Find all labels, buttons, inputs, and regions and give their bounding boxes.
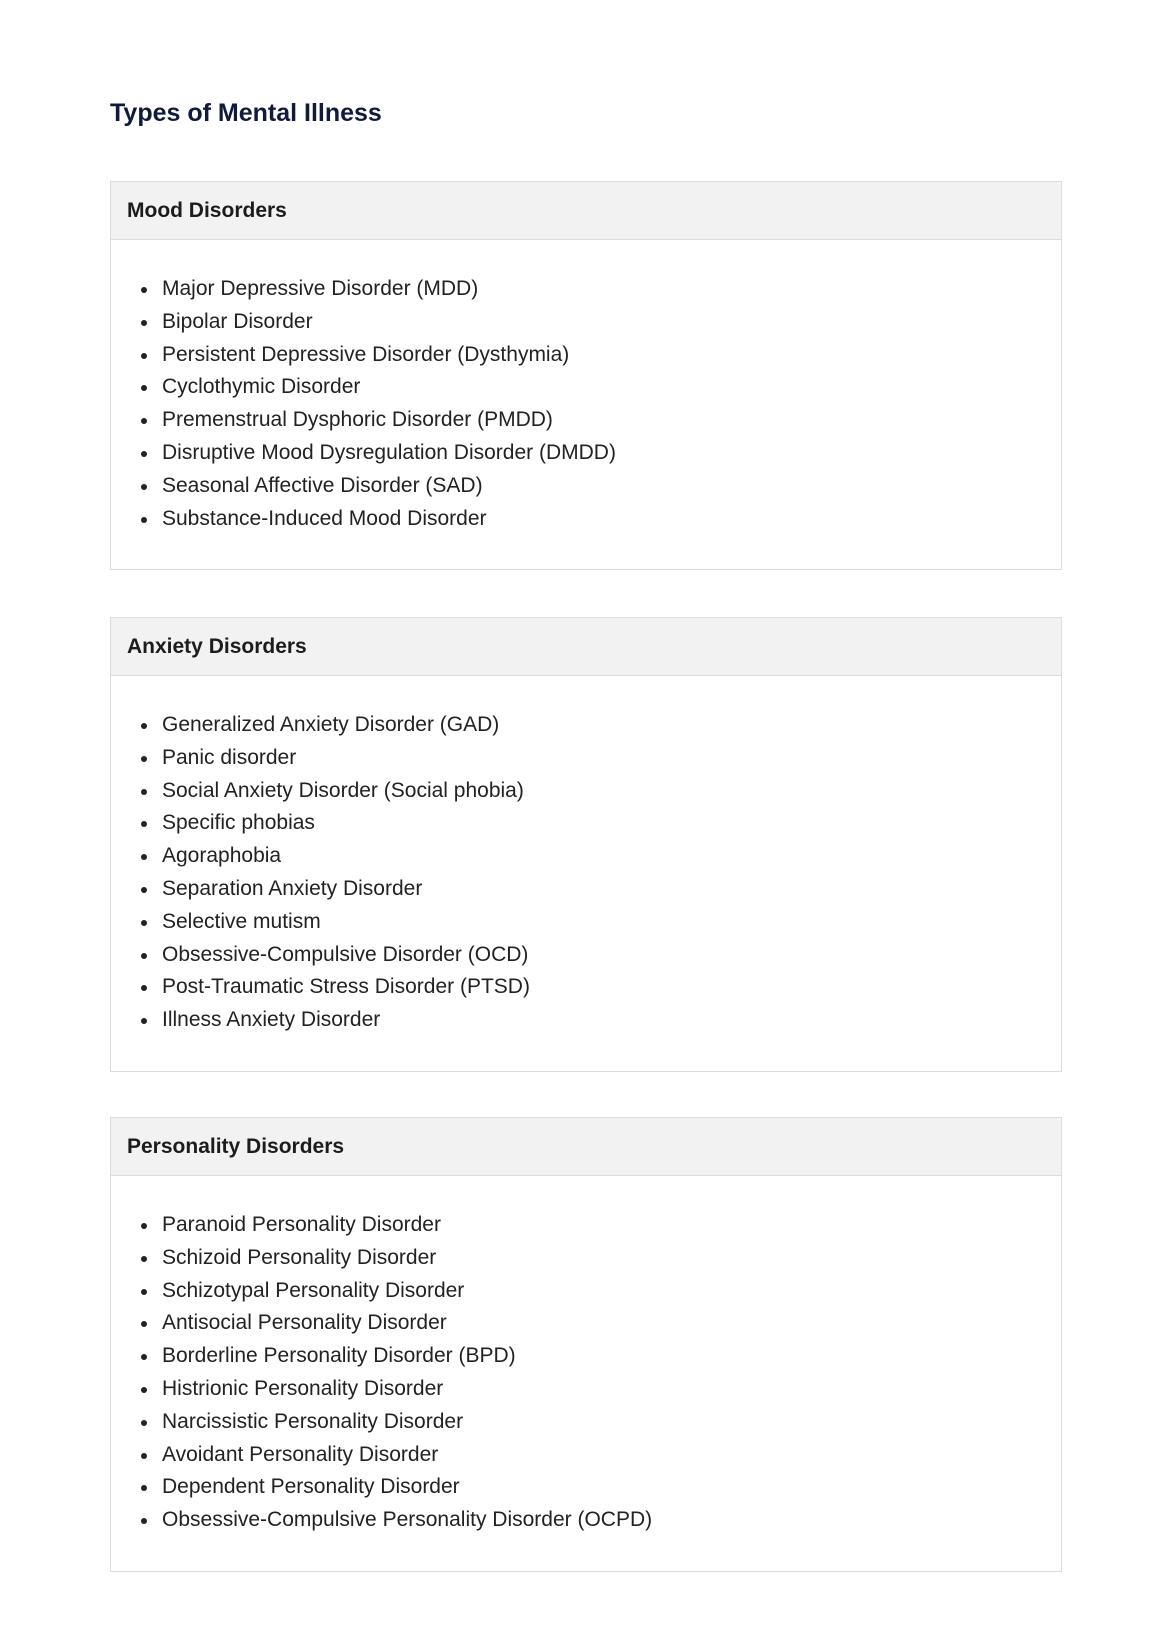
list-item: Specific phobias bbox=[162, 807, 1061, 840]
section-heading: Anxiety Disorders bbox=[111, 618, 1061, 676]
list-item: Borderline Personality Disorder (BPD) bbox=[162, 1340, 1061, 1373]
list-item: Generalized Anxiety Disorder (GAD) bbox=[162, 709, 1061, 742]
list-item: Substance-Induced Mood Disorder bbox=[162, 503, 1061, 536]
list-item: Dependent Personality Disorder bbox=[162, 1471, 1061, 1504]
section-anxiety-disorders bbox=[110, 617, 1062, 1072]
list-item: Premenstrual Dysphoric Disorder (PMDD) bbox=[162, 404, 1061, 437]
disorder-list bbox=[111, 240, 1061, 569]
list-item: Narcissistic Personality Disorder bbox=[162, 1406, 1061, 1439]
list-item: Obsessive-Compulsive Personality Disorder (OCPD) bbox=[162, 1504, 1061, 1537]
list-item: Post-Traumatic Stress Disorder (PTSD) bbox=[162, 971, 1061, 1004]
list-item: Schizotypal Personality Disorder bbox=[162, 1275, 1061, 1308]
list-item: Cyclothymic Disorder bbox=[162, 371, 1061, 404]
list-item: Histrionic Personality Disorder bbox=[162, 1373, 1061, 1406]
list-item: Obsessive-Compulsive Disorder (OCD) bbox=[162, 939, 1061, 972]
list-item: Avoidant Personality Disorder bbox=[162, 1439, 1061, 1472]
list-item: Agoraphobia bbox=[162, 840, 1061, 873]
section-heading: Mood Disorders bbox=[111, 182, 1061, 240]
list-item: Illness Anxiety Disorder bbox=[162, 1004, 1061, 1037]
disorder-list bbox=[111, 676, 1061, 1071]
section-heading: Personality Disorders bbox=[111, 1118, 1061, 1176]
disorder-list bbox=[111, 1176, 1061, 1571]
list-item: Panic disorder bbox=[162, 742, 1061, 775]
list-item: Schizoid Personality Disorder bbox=[162, 1242, 1061, 1275]
list-item: Disruptive Mood Dysregulation Disorder (DMDD) bbox=[162, 437, 1061, 470]
list-item: Social Anxiety Disorder (Social phobia) bbox=[162, 775, 1061, 808]
page-title: Types of Mental Illness bbox=[110, 99, 382, 127]
list-item: Selective mutism bbox=[162, 906, 1061, 939]
list-item: Bipolar Disorder bbox=[162, 306, 1061, 339]
list-item: Paranoid Personality Disorder bbox=[162, 1209, 1061, 1242]
list-item: Seasonal Affective Disorder (SAD) bbox=[162, 470, 1061, 503]
list-item: Antisocial Personality Disorder bbox=[162, 1307, 1061, 1340]
section-personality-disorders bbox=[110, 1117, 1062, 1572]
list-item: Separation Anxiety Disorder bbox=[162, 873, 1061, 906]
list-item: Major Depressive Disorder (MDD) bbox=[162, 273, 1061, 306]
list-item: Persistent Depressive Disorder (Dysthymia) bbox=[162, 339, 1061, 372]
section-mood-disorders bbox=[110, 181, 1062, 570]
